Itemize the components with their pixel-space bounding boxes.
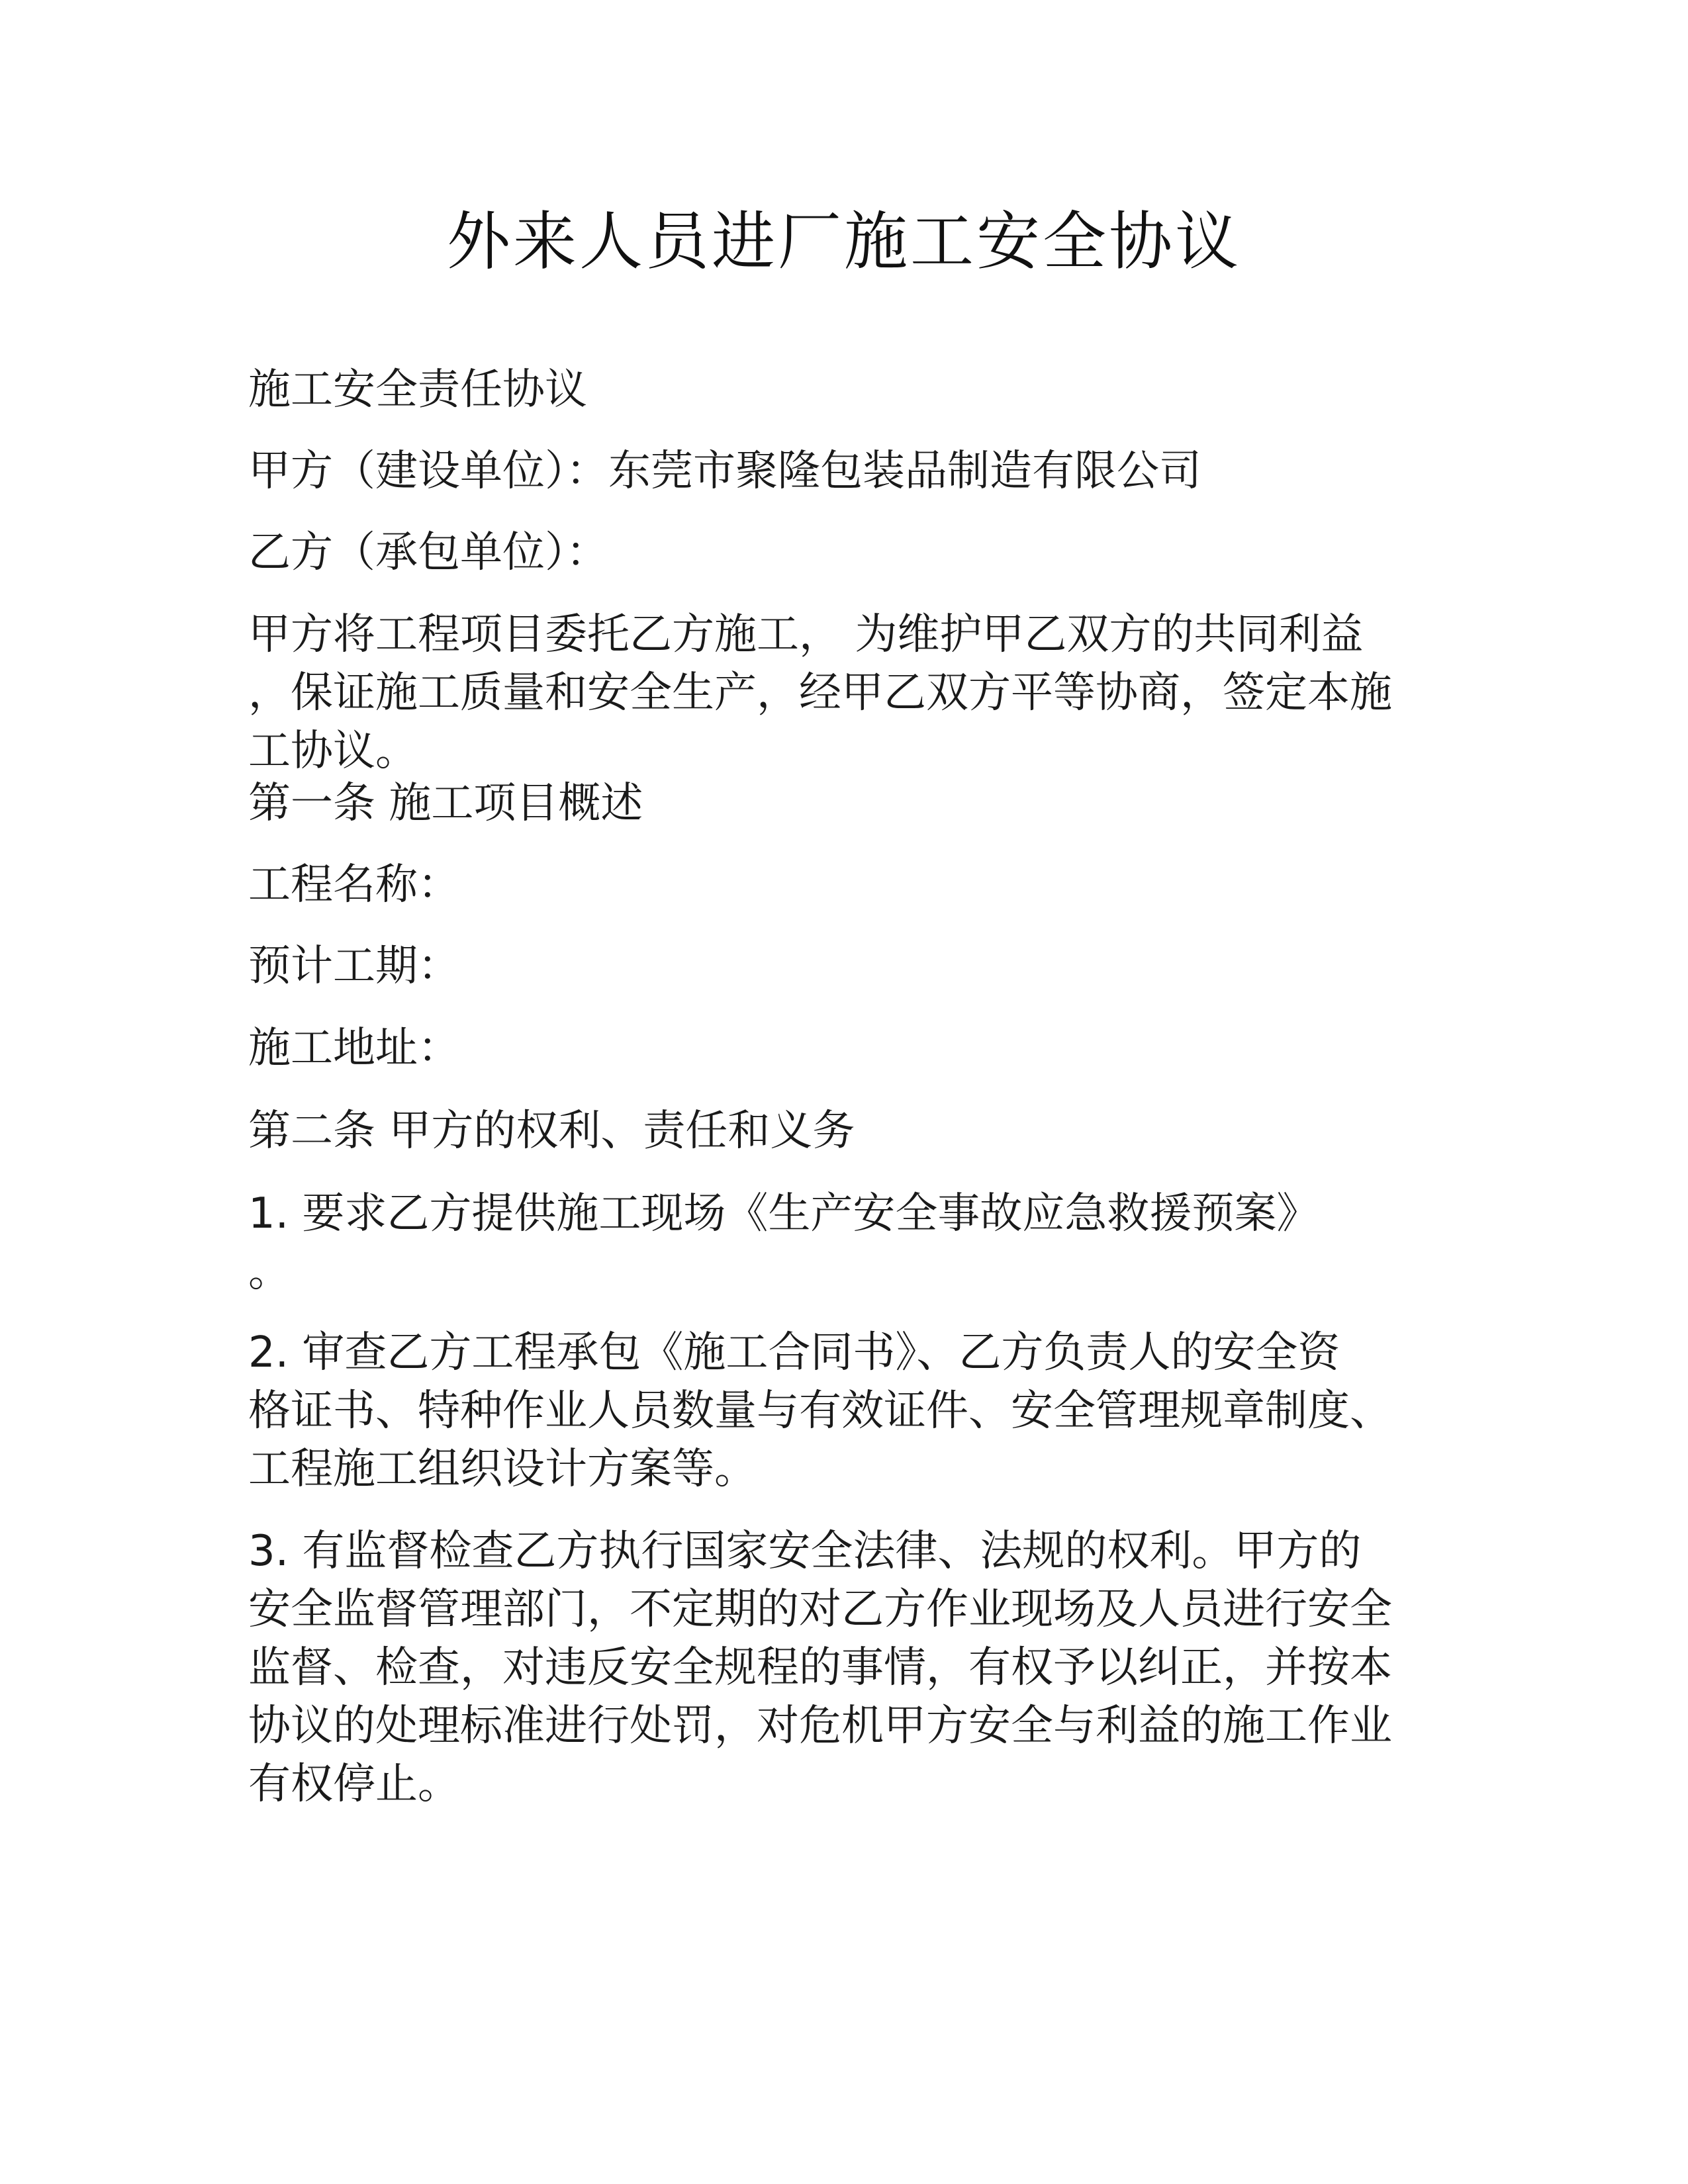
intro-line: 甲方将工程项目委托乙方施工， 为维护甲乙双方的共同利益 bbox=[248, 610, 1364, 659]
item-line: 2. 审查乙方工程承包《施工合同书》、乙方负责人的安全资 bbox=[248, 1328, 1340, 1377]
project-duration-field: 预计工期： bbox=[248, 942, 460, 991]
item-line: 协议的处理标准进行处罚，对危机甲方安全与利益的施工作业 bbox=[248, 1702, 1392, 1751]
item-line: 1. 要求乙方提供施工现场《生产安全事故应急救援预案》 bbox=[248, 1189, 1319, 1238]
item-line: 监督、检查，对违反安全规程的事情，有权予以纠正，并按本 bbox=[248, 1643, 1392, 1692]
project-address-field: 施工地址： bbox=[248, 1024, 460, 1073]
intro-paragraph bbox=[248, 606, 1440, 780]
article-2-item-2 bbox=[248, 1324, 1440, 1498]
article-1-heading: 第一条 施工项目概述 bbox=[248, 779, 643, 828]
article-2-heading: 第二条 甲方的权利、责任和义务 bbox=[248, 1107, 855, 1156]
article-2-item-1 bbox=[248, 1185, 1440, 1301]
project-name-field: 工程名称： bbox=[248, 860, 460, 909]
item-line: 。 bbox=[248, 1248, 291, 1297]
intro-line: ，保证施工质量和安全生产，经甲乙双方平等协商，签定本施 bbox=[248, 668, 1392, 717]
party-a-line: 甲方（建设单位）：东莞市聚隆包装品制造有限公司 bbox=[248, 447, 1201, 496]
article-2-item-3 bbox=[248, 1522, 1440, 1813]
item-line: 有权停止。 bbox=[248, 1760, 460, 1809]
agreement-heading: 施工安全责任协议 bbox=[248, 365, 587, 414]
item-line: 格证书、特种作业人员数量与有效证件、安全管理规章制度、 bbox=[248, 1387, 1392, 1435]
party-b-line: 乙方（承包单位）： bbox=[248, 528, 608, 577]
document-title: 外来人员进厂施工安全协议 bbox=[447, 205, 1241, 279]
intro-line: 工协议。 bbox=[248, 727, 418, 776]
item-line: 工程施工组织设计方案等。 bbox=[248, 1445, 757, 1494]
item-line: 3. 有监督检查乙方执行国家安全法律、法规的权利。甲方的 bbox=[248, 1527, 1362, 1576]
item-line: 安全监督管理部门，不定期的对乙方作业现场及人员进行安全 bbox=[248, 1585, 1392, 1634]
